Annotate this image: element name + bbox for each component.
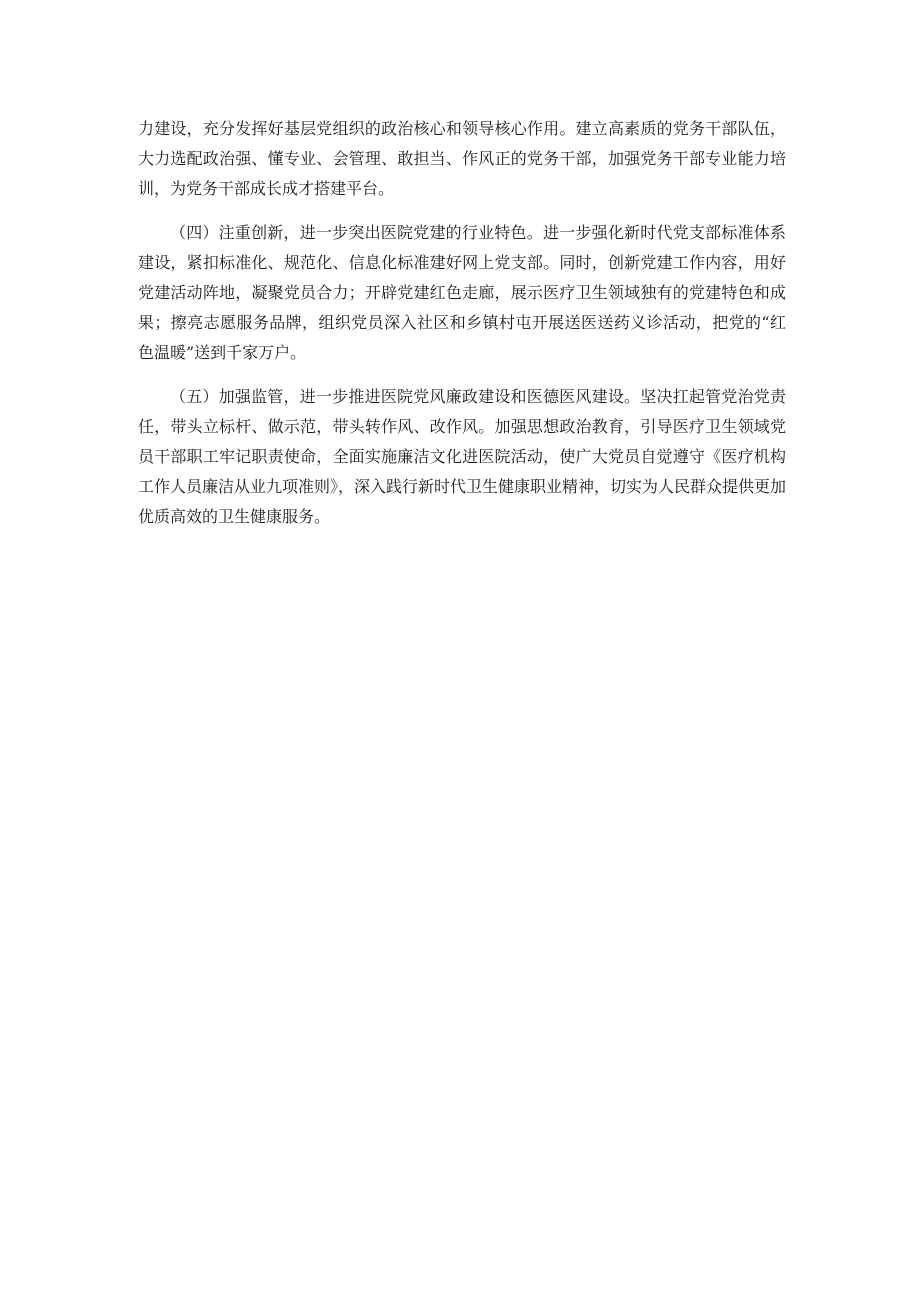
- paragraph-continuation: 力建设，充分发挥好基层党组织的政治核心和领导核心作用。建立高素质的党务干部队伍，大力选配政治强、懂专业、会管理、敢担当、作风正的党务干部，加强党务干部专业能力培训，为党务干部成长成才搭建平台。: [138, 119, 786, 198]
- paragraph-section-five: （五）加强监管，进一步推进医院党风廉政建设和医德医风建设。坚决扛起管党治党责任，带头立标杆、做示范，带头转作风、改作风。加强思想政治教育，引导医疗卫生领域党员干部职工牢记职责使命，全面实施廉洁文化进医院活动，使广大党员自觉遵守《医疗机构工作人员廉洁从业九项准则》，深入践行新时代卫生健康职业精神，切实为人民群众提供更加优质高效的卫生健康服务。: [138, 387, 787, 526]
- paragraph-section-four: （四）注重创新，进一步突出医院党建的行业特色。进一步强化新时代党支部标准体系建设，紧扣标准化、规范化、信息化标准建好网上党支部。同时，创新党建工作内容，用好党建活动阵地，凝聚党员合力；开辟党建红色走廊，展示医疗卫生领域独有的党建特色和成果；擦亮志愿服务品牌，组织党员深入社区和乡镇村屯开展送医送药义诊活动，把党的“红色温暖”送到千家万户。: [138, 223, 786, 362]
- document-body: [138, 114, 786, 546]
